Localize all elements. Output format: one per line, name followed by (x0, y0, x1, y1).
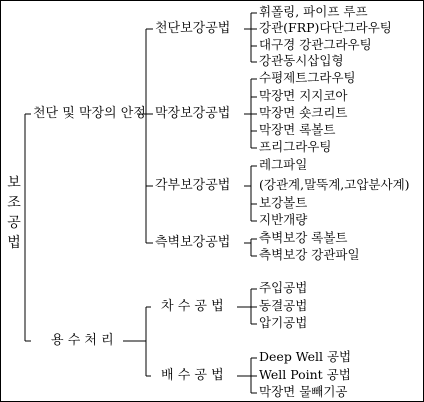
group-label-0: 천단 및 막장의 안정 (33, 106, 146, 121)
leaf-item: 강관동시삽입형 (259, 53, 344, 68)
leaf-item: 주입공법 (259, 280, 308, 295)
sub-label-crown: 천단보강공법 (155, 21, 231, 36)
leaf-item: 압기공법 (259, 315, 308, 330)
group-label-1: 용 수 처 리 (51, 333, 114, 348)
sub-label-sidewall: 측벽보강공법 (155, 235, 231, 250)
leaf-item: 측벽보강 강관파일 (259, 247, 360, 262)
leaf-item: 레그파일 (259, 157, 308, 172)
sub-label-footing: 각부보강공법 (155, 178, 231, 193)
leaf-item: 막장면 숏크리트 (259, 105, 348, 120)
leaf-item: 막장면 지지코아 (259, 88, 348, 103)
leaf-item: 대구경 강관그라우팅 (259, 37, 372, 52)
leaf-item: 막장면 물빼기공 (259, 384, 348, 399)
leaf-item: 휘폴링, 파이프 루프 (259, 4, 368, 19)
leaf-item: 프리그라우팅 (259, 139, 332, 154)
sub-label-drainage: 배 수 공 법 (161, 368, 224, 383)
sub-label-cutoff: 차 수 공 법 (161, 299, 224, 314)
root-label (7, 173, 21, 253)
leaf-item: 수평제트그라우팅 (259, 70, 356, 85)
leaf-item: 지반개량 (259, 212, 308, 227)
root-char: 법 (7, 235, 21, 251)
leaf-item: 보강볼트 (259, 195, 308, 210)
root-char: 공 (7, 215, 21, 231)
leaf-item: 동결공법 (259, 298, 308, 313)
leaf-item: 측벽보강 록볼트 (259, 230, 348, 245)
leaf-item: Well Point 공법 (259, 367, 351, 382)
leaf-item: (강관계,말뚝계,고압분사계) (259, 177, 410, 192)
sub-label-face: 막장보강공법 (155, 106, 231, 121)
leaf-item: Deep Well 공법 (259, 349, 352, 364)
leaf-item: 막장면 록볼트 (259, 122, 336, 137)
leaf-item: 강관(FRP)다단그라우팅 (259, 20, 392, 35)
root-char: 조 (7, 195, 21, 211)
root-char: 보 (7, 175, 21, 191)
